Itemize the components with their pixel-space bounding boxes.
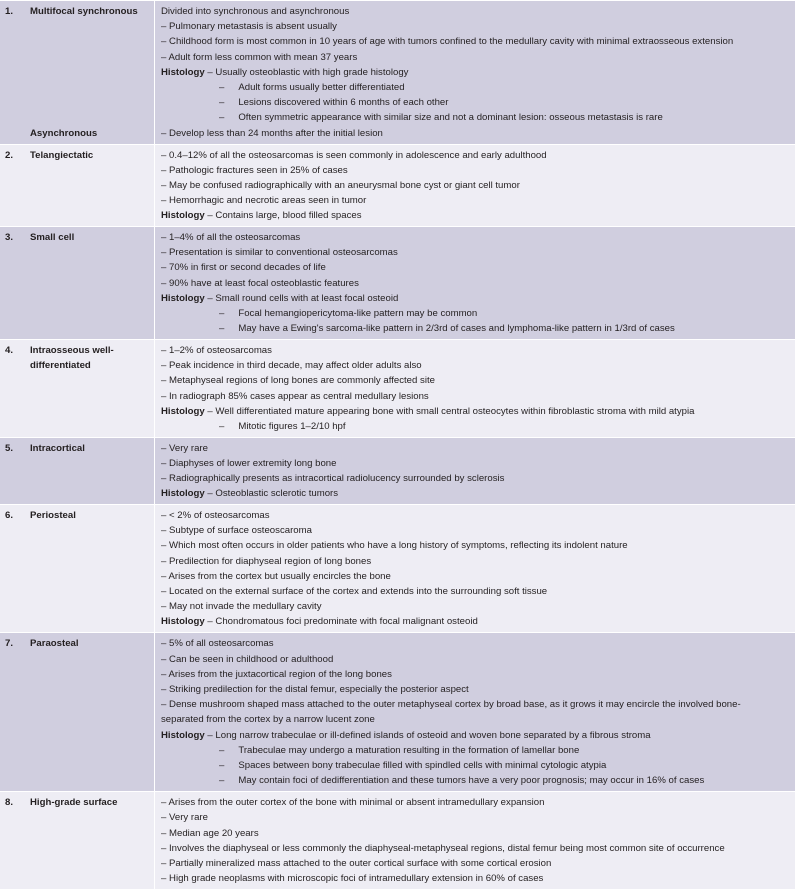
dash-bullet: –	[161, 21, 167, 33]
line-text: < 2% of osteosarcomas	[169, 509, 270, 521]
dash-bullet: –	[161, 638, 167, 650]
dash-bullet: –	[161, 262, 167, 274]
dash-bullet: –	[219, 744, 225, 756]
description-line	[161, 95, 793, 110]
dash-bullet: –	[219, 759, 225, 771]
description-line	[161, 569, 793, 584]
description-line	[161, 584, 793, 599]
variant-name-cell	[28, 144, 155, 226]
row-number: 6.	[0, 504, 28, 632]
dash-bullet: –	[161, 699, 167, 711]
line-text: Usually osteoblastic with high grade histology	[215, 66, 409, 78]
description-line	[161, 148, 793, 163]
dash-bullet: –	[161, 458, 167, 470]
description-line	[161, 110, 793, 125]
description-line	[161, 343, 793, 358]
description-line	[161, 208, 793, 223]
dash-bullet: –	[161, 509, 167, 521]
line-text: Very rare	[169, 442, 208, 454]
description-line	[161, 652, 793, 667]
dash-bullet: –	[161, 827, 167, 839]
variant-name-cell	[28, 437, 155, 504]
description-line	[161, 178, 793, 193]
dash-bullet: –	[161, 195, 167, 207]
line-text: Peak incidence in third decade, may affect older adults also	[169, 360, 422, 372]
table-body	[0, 1, 795, 889]
line-text: Which most often occurs in older patients who have a long history of symptoms, reflecting its indolent nature	[169, 540, 628, 552]
description-line	[161, 471, 793, 486]
description-line	[161, 389, 793, 404]
variant-name: Small cell	[30, 232, 75, 244]
line-text: Chondromatous foci predominate with focal malignant osteoid	[215, 616, 478, 628]
description-line	[161, 758, 793, 773]
line-text: Predilection for diaphyseal region of long bones	[169, 555, 372, 567]
description-line	[161, 50, 793, 65]
description-line	[161, 358, 793, 373]
description-line	[161, 773, 793, 788]
description-line	[161, 508, 793, 523]
description-line	[161, 614, 793, 629]
dash-bullet: –	[161, 127, 167, 139]
description-cell	[155, 1, 795, 145]
line-text: Arises from the outer cortex of the bone with minimal or absent intramedullary expansion	[168, 797, 545, 809]
table-row	[0, 633, 795, 792]
dash-bullet: –	[219, 308, 225, 320]
line-text: Arises from the cortex but usually encircles the bone	[168, 570, 391, 582]
description-line	[161, 306, 793, 321]
description-cell	[155, 504, 795, 632]
description-line	[161, 599, 793, 614]
line-text: Striking predilection for the distal femur, especially the posterior aspect	[169, 683, 469, 695]
line-text: Focal hemangiopericytoma-like pattern may be common	[238, 308, 478, 320]
description-line	[161, 841, 793, 856]
line-text: Subtype of surface osteoscaroma	[169, 525, 312, 537]
line-text: 1–4% of all the osteosarcomas	[169, 232, 301, 244]
variant-name-cell	[28, 504, 155, 632]
row-number: 7.	[0, 633, 28, 792]
line-text: Can be seen in childhood or adulthood	[169, 653, 334, 665]
description-line	[161, 193, 793, 208]
dash-bullet: –	[161, 164, 167, 176]
dash-bullet: –	[161, 247, 167, 259]
dash-bullet: –	[161, 570, 167, 582]
line-text: Located on the external surface of the cortex and extends into the surrounding soft tissue	[169, 586, 548, 597]
dash-bullet: –	[207, 616, 213, 628]
description-line	[161, 697, 793, 712]
description-line: separated from the cortex by a narrow lucent zone	[161, 714, 375, 726]
description-line	[161, 404, 793, 419]
line-text: Adult form less common with mean 37 years	[168, 51, 358, 63]
dash-bullet: –	[161, 842, 167, 854]
dash-bullet: –	[161, 36, 167, 48]
description-line	[161, 826, 793, 841]
line-text: Lesions discovered within 6 months of each other	[238, 97, 449, 109]
histology-label: Histology	[161, 616, 205, 628]
description-line	[161, 80, 793, 95]
dash-bullet: –	[161, 683, 167, 695]
line-text: Radiographically presents as intracortical radiolucency surrounded by sclerosis	[169, 473, 505, 485]
description-line	[161, 728, 793, 743]
line-text: Pathologic fractures seen in 25% of cases	[169, 164, 348, 176]
line-text: Adult forms usually better differentiated	[238, 82, 405, 94]
line-text: Very rare	[169, 812, 208, 824]
line-text: Pulmonary metastasis is absent usually	[169, 21, 337, 33]
dash-bullet: –	[161, 873, 167, 885]
histology-label: Histology	[161, 729, 205, 741]
table-row	[0, 340, 795, 438]
description-line	[161, 65, 793, 80]
variant-name: Paraosteal	[30, 638, 79, 650]
description-line	[161, 441, 793, 456]
dash-bullet: –	[207, 292, 213, 304]
description-line	[161, 523, 793, 538]
variant-name-cell	[28, 340, 155, 438]
description-line	[161, 260, 793, 275]
dash-bullet: –	[161, 180, 167, 191]
dash-bullet: –	[161, 277, 167, 289]
line-text: May contain foci of dedifferentiation and these tumors have a very poor prognosis; may occur in 16% of cases	[238, 775, 705, 787]
line-text: Trabeculae may undergo a maturation resulting in the formation of lamellar bone	[238, 744, 580, 756]
description-cell	[155, 227, 795, 340]
table-row	[0, 792, 795, 889]
dash-bullet: –	[207, 729, 213, 741]
dash-bullet: –	[161, 555, 167, 567]
line-text: May not invade the medullary cavity	[169, 601, 322, 613]
description-line	[161, 230, 793, 245]
line-text: 90% have at least focal osteoblastic features	[169, 277, 359, 289]
dash-bullet: –	[219, 82, 225, 94]
line-text: May be confused radiographically with an aneurysmal bone cyst or giant cell tumor	[169, 180, 520, 191]
description-cell	[155, 792, 795, 889]
dash-bullet: –	[161, 601, 167, 613]
histology-label: Histology	[161, 210, 205, 222]
description-line	[161, 373, 793, 388]
variant-name-cell	[28, 1, 155, 145]
description-line	[161, 456, 793, 471]
dash-bullet: –	[161, 653, 167, 665]
row-number: 5.	[0, 437, 28, 504]
dash-bullet: –	[219, 97, 225, 109]
variant-name: Telangiectatic	[30, 149, 94, 161]
description-line	[161, 554, 793, 569]
table-row	[0, 144, 795, 226]
line-text: Median age 20 years	[169, 827, 259, 839]
dash-bullet: –	[161, 858, 167, 869]
description-line	[161, 291, 793, 306]
histology-label: Histology	[161, 488, 205, 500]
row-number: 2.	[0, 144, 28, 226]
line-text: Spaces between bony trabeculae filled with spindled cells with minimal cytologic atypia	[238, 759, 607, 771]
description-line	[161, 856, 793, 871]
histology-label: Histology	[161, 405, 205, 417]
dash-bullet: –	[219, 421, 225, 433]
histology-label: Histology	[161, 292, 205, 304]
dash-bullet: –	[161, 668, 167, 680]
row-number: 4.	[0, 340, 28, 438]
dash-bullet: –	[219, 112, 225, 124]
dash-bullet: –	[161, 51, 167, 63]
description-line	[161, 126, 793, 141]
dash-bullet: –	[161, 586, 167, 597]
dash-bullet: –	[219, 775, 225, 787]
line-text: Often symmetric appearance with similar size and not a dominant lesion: osseous metastasis is rare	[238, 112, 663, 124]
dash-bullet: –	[161, 473, 167, 485]
description-line	[161, 636, 793, 651]
variant-name: High-grade surface	[30, 797, 118, 809]
description-line	[161, 795, 793, 810]
dash-bullet: –	[207, 210, 213, 222]
line-text: Hemorrhagic and necrotic areas seen in tumor	[169, 195, 367, 207]
table-row	[0, 437, 795, 504]
line-text: High grade neoplasms with microscopic foci of intramedullary extension in 60% of cases	[169, 873, 544, 885]
description-line	[161, 871, 793, 886]
row-number: 3.	[0, 227, 28, 340]
dash-bullet: –	[161, 360, 167, 372]
line-text: Childhood form is most common in 10 years of age with tumors confined to the medullary cavity with minimal extraosseous extension	[169, 36, 734, 48]
dash-bullet: –	[161, 812, 167, 824]
variant-name-cell	[28, 227, 155, 340]
line-text: 5% of all osteosarcomas	[169, 638, 274, 650]
description-cell	[155, 340, 795, 438]
dash-bullet: –	[219, 323, 225, 335]
description-line	[161, 486, 793, 501]
dash-bullet: –	[161, 375, 167, 387]
dash-bullet: –	[161, 797, 167, 809]
dash-bullet: –	[161, 232, 167, 244]
variant-subtype: Asynchronous	[30, 128, 98, 140]
description-line	[161, 743, 793, 758]
description-cell	[155, 437, 795, 504]
dash-bullet: –	[161, 345, 167, 357]
line-text: Contains large, blood filled spaces	[215, 210, 362, 222]
description-line	[161, 667, 793, 682]
row-number: 8.	[0, 792, 28, 889]
description-line	[161, 163, 793, 178]
variant-name: Multifocal synchronous	[30, 6, 138, 17]
variant-name: Intraosseous well-differentiated	[30, 345, 114, 372]
line-text: Mitotic figures 1–2/10 hpf	[238, 421, 346, 433]
dash-bullet: –	[207, 405, 213, 417]
description-line	[161, 276, 793, 291]
line-text: Involves the diaphyseal or less commonly the diaphyseal-metaphyseal regions, distal femur being most common site of occurrence	[169, 842, 725, 854]
variant-name-cell	[28, 633, 155, 792]
description-line	[161, 34, 793, 49]
line-text: Metaphyseal regions of long bones are commonly affected site	[169, 375, 435, 387]
line-text: Small round cells with at least focal osteoid	[215, 292, 399, 304]
line-text: Arises from the juxtacortical region of the long bones	[168, 668, 392, 680]
line-text: Dense mushroom shaped mass attached to the outer metaphyseal cortex by broad base, as it grows it may encircle the involved bone-	[169, 699, 741, 711]
line-text: Well differentiated mature appearing bone with small central osteocytes within fibroblastic stroma with mild atypia	[215, 405, 695, 417]
description-line: Divided into synchronous and asynchronous	[161, 6, 350, 17]
line-text: 0.4–12% of all the osteosarcomas is seen commonly in adolescence and early adulthood	[169, 149, 547, 161]
table-row	[0, 227, 795, 340]
dash-bullet: –	[161, 442, 167, 454]
description-line	[161, 419, 793, 434]
description-line	[161, 19, 793, 34]
description-line	[161, 245, 793, 260]
variant-name: Intracortical	[30, 442, 85, 454]
histology-label: Histology	[161, 66, 205, 78]
row-number: 1.	[0, 1, 28, 145]
description-cell	[155, 144, 795, 226]
description-cell	[155, 633, 795, 792]
dash-bullet: –	[161, 149, 167, 161]
description-line	[161, 538, 793, 553]
line-text: Presentation is similar to conventional osteosarcomas	[169, 247, 398, 259]
dash-bullet: –	[207, 488, 213, 500]
dash-bullet: –	[161, 390, 167, 402]
line-text: Partially mineralized mass attached to the outer cortical surface with some cortical erosion	[169, 858, 552, 869]
dash-bullet: –	[207, 66, 213, 78]
line-text: Long narrow trabeculae or ill-defined islands of osteoid and woven bone separated by a fibrous stroma	[215, 729, 651, 741]
line-text: 70% in first or second decades of life	[169, 262, 326, 274]
description-line	[161, 810, 793, 825]
table-row	[0, 504, 795, 632]
variant-name: Periosteal	[30, 509, 76, 521]
dash-bullet: –	[161, 540, 167, 552]
description-line	[161, 682, 793, 697]
variant-name-cell	[28, 792, 155, 889]
line-text: 1–2% of osteosarcomas	[169, 345, 272, 357]
line-text: Diaphyses of lower extremity long bone	[169, 458, 337, 470]
line-text: Develop less than 24 months after the initial lesion	[169, 127, 383, 139]
description-line	[161, 321, 793, 336]
table-row	[0, 1, 795, 145]
line-text: Osteoblastic sclerotic tumors	[215, 488, 339, 500]
line-text: In radiograph 85% cases appear as central medullary lesions	[169, 390, 429, 402]
dash-bullet: –	[161, 525, 167, 537]
line-text: May have a Ewing's sarcoma-like pattern in 2/3rd of cases and lymphoma-like pattern in 1/3rd of cases	[238, 323, 675, 335]
